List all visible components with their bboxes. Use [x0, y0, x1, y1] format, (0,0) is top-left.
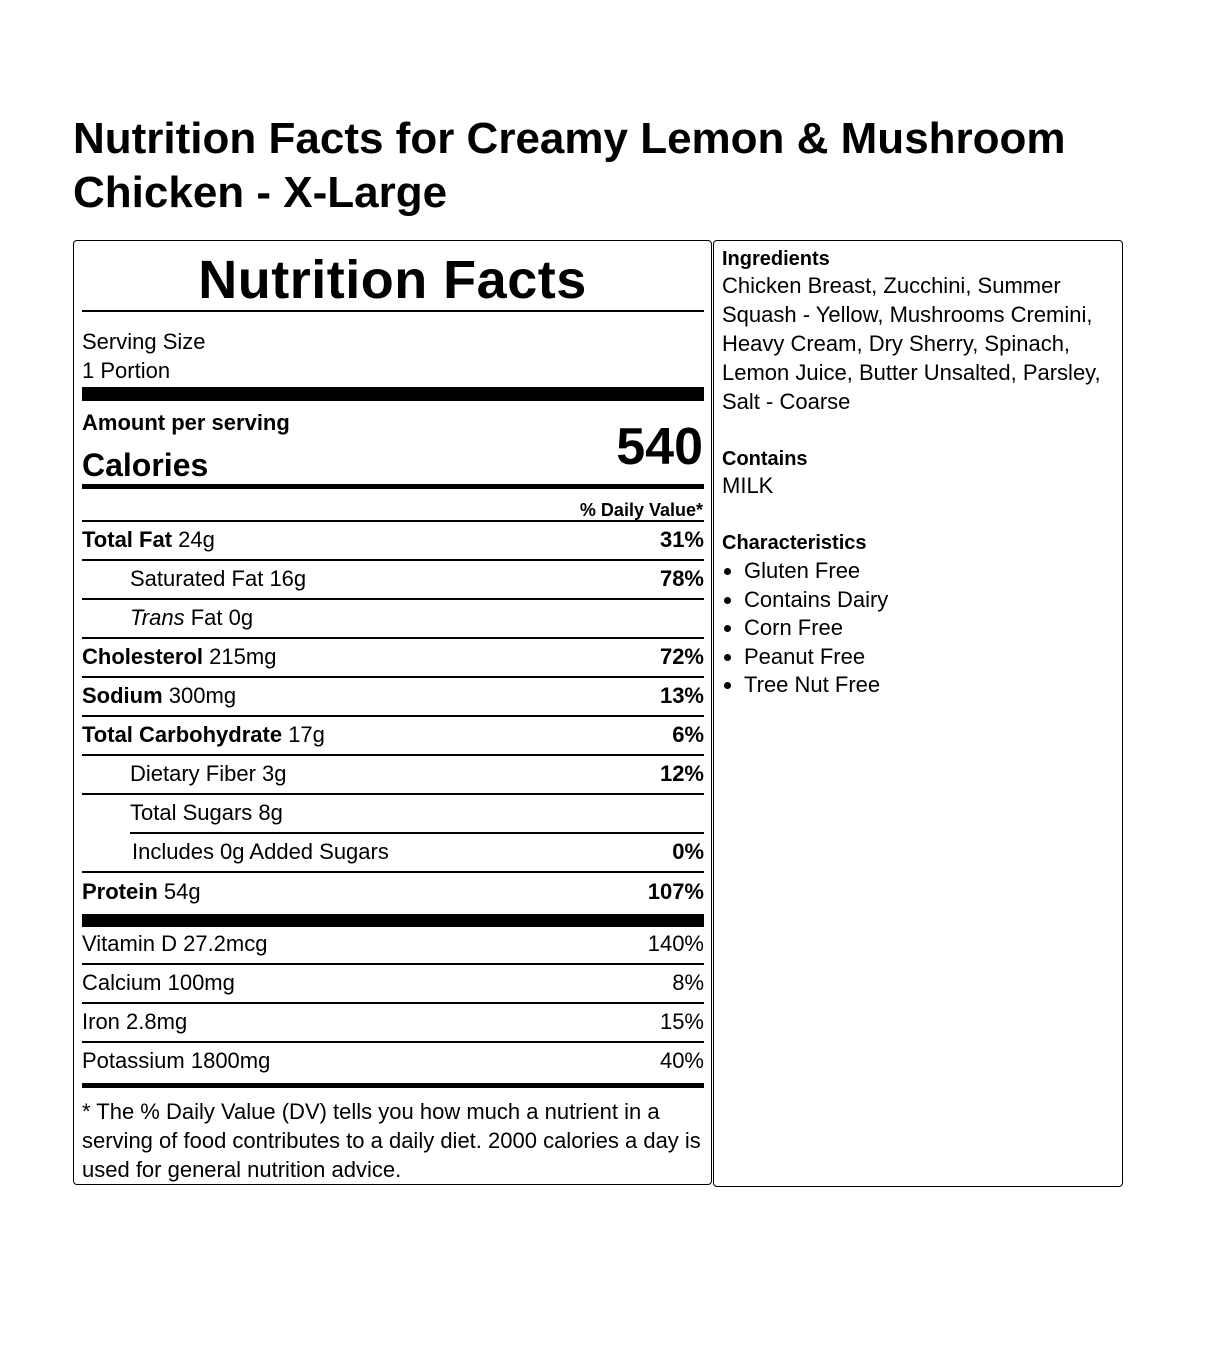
calories-divider — [82, 484, 704, 489]
nutrient-amount: 24g — [178, 527, 215, 552]
list-item: • Contains Dairy — [744, 586, 1114, 615]
serving-size-value: 1 Portion — [82, 358, 171, 383]
thick-divider — [82, 387, 704, 401]
nutrient-dv: 107% — [647, 879, 704, 904]
nutrient-name-italic: Trans — [130, 605, 185, 630]
nutrient-dv: 13% — [659, 683, 704, 708]
vitamin-name: Iron — [82, 1009, 120, 1034]
nutrient-name: Dietary Fiber — [130, 761, 256, 786]
nutrient-amount: 8g — [258, 800, 283, 825]
nutrient-name: Cholesterol — [82, 644, 204, 669]
serving-size-label: Serving Size — [82, 329, 206, 354]
side-panel — [713, 240, 1123, 1187]
nutrient-name: Total Sugars — [130, 800, 253, 825]
nutrient-row-saturated-fat — [82, 564, 704, 600]
contains-heading: Contains — [722, 448, 808, 470]
list-item: • Peanut Free — [744, 643, 1114, 672]
nutrient-dv: 78% — [659, 566, 704, 591]
thick-divider — [82, 914, 704, 927]
vitamin-amount: 1800mg — [190, 1048, 271, 1073]
vitamin-amount: 2.8mg — [126, 1009, 188, 1034]
nutrient-row-added-sugars — [82, 837, 704, 873]
nutrient-amount: 54g — [163, 879, 201, 904]
list-item: • Corn Free — [744, 614, 1114, 643]
nutrient-row-total-carbohydrate — [82, 720, 704, 756]
nutrient-row-total-fat — [82, 525, 704, 561]
vitamin-name: Calcium — [82, 970, 162, 995]
nutrient-amount: 0g — [228, 605, 254, 630]
nutrient-dv: 72% — [659, 644, 704, 669]
divider — [82, 520, 704, 522]
nutrient-name: Saturated Fat — [130, 566, 264, 591]
vitamin-name: Vitamin D — [82, 931, 177, 956]
vitamin-name: Potassium — [82, 1048, 185, 1073]
nutrient-row-trans-fat — [82, 603, 704, 639]
nutrient-dv: 6% — [672, 722, 704, 747]
nutrient-dv: 12% — [659, 761, 704, 786]
nutrient-amount: 215mg — [209, 644, 277, 669]
vitamin-dv: 8% — [672, 970, 704, 995]
vitamin-row-potassium — [82, 1046, 704, 1082]
page-title: Nutrition Facts for Creamy Lemon & Mushroom Chicken - X-Large — [73, 114, 1066, 217]
nutrient-row-dietary-fiber — [82, 759, 704, 795]
vitamin-amount: 100mg — [167, 970, 235, 995]
nutrient-dv: 0% — [672, 839, 704, 864]
divider — [82, 310, 704, 312]
nutrient-name: Total Fat — [82, 527, 173, 552]
nutrient-dv: 31% — [659, 527, 704, 552]
calories-value: 540 — [616, 418, 703, 476]
nutrient-name: Sodium — [82, 683, 163, 708]
nutrient-amount: 3g — [262, 761, 287, 786]
nutrient-name: Protein — [82, 879, 158, 904]
nutrient-row-total-sugars — [82, 798, 704, 834]
vitamin-dv: 140% — [647, 931, 704, 956]
divider — [82, 1083, 704, 1088]
nutrient-amount: 16g — [269, 566, 307, 591]
nutrient-name: Includes 0g Added Sugars — [132, 839, 389, 864]
vitamin-row-calcium — [82, 968, 704, 1004]
nutrient-name: Fat — [190, 605, 223, 630]
daily-value-header: % Daily Value* — [579, 500, 703, 520]
vitamin-amount: 27.2mcg — [183, 931, 268, 956]
list-item: • Gluten Free — [744, 557, 1114, 586]
nutrition-facts-label — [73, 240, 712, 1185]
footnote: * The % Daily Value (DV) tells you how much a nutrient in a serving of food contributes to a daily diet. 2000 calories a day is used for general nutrition advice. — [82, 1099, 701, 1182]
ingredients-text: Chicken Breast, Zucchini, Summer Squash - Yellow, Mushrooms Cremini, Heavy Cream, Dry Sherry, Spinach, Lemon Juice, Butter Unsalted, Parsley, Salt - Coarse — [722, 273, 1101, 414]
label-title: Nutrition Facts — [198, 250, 587, 310]
nutrient-name: Total Carbohydrate — [82, 722, 283, 747]
nutrient-row-sodium — [82, 681, 704, 717]
nutrient-amount: 17g — [288, 722, 325, 747]
characteristics-heading: Characteristics — [722, 532, 867, 554]
nutrient-amount: 300mg — [168, 683, 237, 708]
vitamin-row-iron — [82, 1007, 704, 1043]
vitamin-row-vitamin-d — [82, 929, 704, 965]
vitamin-dv: 15% — [659, 1009, 704, 1034]
list-item: • Tree Nut Free — [744, 671, 1114, 700]
serving-size — [82, 327, 206, 385]
nutrient-row-cholesterol — [82, 642, 704, 678]
contains-text: MILK — [722, 473, 774, 498]
ingredients-heading: Ingredients — [722, 248, 830, 270]
vitamin-dv: 40% — [659, 1048, 704, 1073]
amount-per-serving: Amount per serving — [82, 410, 290, 435]
characteristics-list — [722, 557, 1114, 700]
nutrient-row-protein — [82, 877, 704, 913]
calories-label: Calories — [82, 447, 209, 483]
